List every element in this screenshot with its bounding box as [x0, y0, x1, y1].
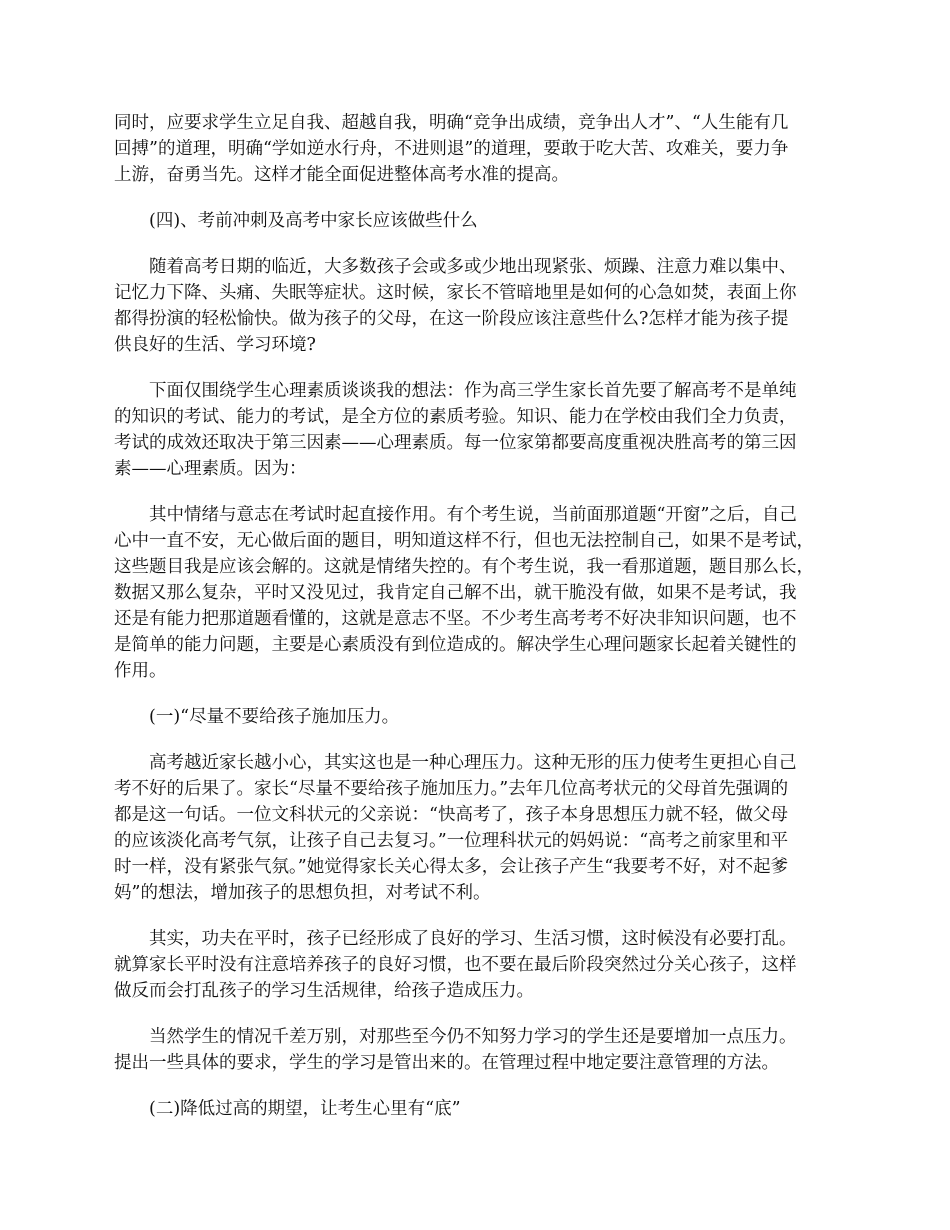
text-line: 考试的成效还取决于第三因素——心理素质。每一位家第都要高度重视决胜高考的第三因: [114, 433, 797, 453]
text-line: 作用。: [114, 661, 167, 681]
text-line: 都得扮演的轻松愉快。做为孩子的父母，在这一阶段应该注意些什么?怎样才能为孩子提: [114, 309, 789, 329]
text-line: (四)、考前冲刺及高考中家长应该做些什么: [149, 211, 478, 231]
paragraph-student-differences: [114, 1024, 844, 1076]
text-line: (二)降低过高的期望，让考生心里有“底”: [149, 1099, 461, 1119]
section-heading-two: [114, 1096, 844, 1122]
text-line: 都是这一句话。一位文科状元的父亲说：“快高考了，孩子本身思想压力就不轻，做父母: [114, 805, 788, 825]
paragraph-competition: [114, 110, 844, 188]
text-line: 考不好的后果了。家长“尽量不要给孩子施加压力。”去年几位高考状元的父母首先强调的: [114, 779, 789, 799]
text-line: 的应该淡化高考气氛，让孩子自己去复习。”一位理科状元的妈妈说：“高考之前家里和平: [114, 831, 789, 851]
paragraph-emotion-will: [114, 502, 844, 684]
text-line: 还是有能力把那道题看懂的，这就是意志不坚。不少考生高考考不好决非知识问题，也不: [114, 609, 797, 629]
document-page: [114, 110, 844, 1142]
section-heading-four: [114, 208, 844, 234]
text-line: 就算家长平时没有注意培养孩子的良好习惯，也不要在最后阶段突然过分关心孩子，这样: [114, 955, 797, 975]
text-line: 数据又那么复杂，平时又没见过，我肯定自己解不出，就干脆没有做，如果不是考试，我: [114, 583, 797, 603]
text-line: 其中情绪与意志在考试时起直接作用。有个考生说，当前面那道题“开窗”之后，自己: [149, 505, 797, 525]
text-line: 记忆力下降、头痛、失眠等症状。这时候，家长不管暗地里是如何的心急如焚，表面上你: [114, 283, 797, 303]
text-line: 当然学生的情况千差万别，对那些至今仍不知努力学习的学生还是要增加一点压力。: [149, 1027, 797, 1047]
text-line: 心中一直不安，无心做后面的题目，明知道这样不行，但也无法控制自己，如果不是考试，: [114, 531, 814, 551]
text-line: 妈”的想法，增加孩子的思想负担，对考试不利。: [114, 883, 491, 903]
text-line: 的知识的考试、能力的考试，是全方位的素质考验。知识、能力在学校由我们全力负责，: [114, 407, 797, 427]
text-line: (一)“尽量不要给孩子施加压力。: [149, 707, 400, 727]
text-line: 做反而会打乱孩子的学习生活规律，给孩子造成压力。: [114, 981, 534, 1001]
text-line: 其实，功夫在平时，孩子已经形成了良好的学习、生活习惯，这时候没有必要打乱。: [149, 929, 797, 949]
paragraph-psychological-quality: [114, 378, 844, 482]
text-line: 是简单的能力问题，主要是心素质没有到位造成的。解决学生心理问题家长起着关键性的: [114, 635, 797, 655]
text-line: 同时，应要求学生立足自我、超越自我，明确“竞争出成绩，竞争出人才”、“人生能有几: [114, 113, 789, 133]
paragraph-exam-approaching: [114, 254, 844, 358]
text-line: 下面仅围绕学生心理素质谈谈我的想法：作为高三学生家长首先要了解高考不是单纯: [149, 381, 797, 401]
section-heading-one: [114, 704, 844, 730]
text-line: 回搏”的道理，明确“学如逆水行舟，不进则退”的道理，要敢于吃大苦、攻难关，要力争: [114, 139, 789, 159]
text-line: 高考越近家长越小心，其实这也是一种心理压力。这种无形的压力使考生更担心自己: [149, 753, 797, 773]
text-line: 供良好的生活、学习环境?: [114, 335, 316, 355]
text-line: 随着高考日期的临近，大多数孩子会或多或少地出现紧张、烦躁、注意力难以集中、: [149, 257, 797, 277]
paragraph-daily-habits: [114, 926, 844, 1004]
text-line: 时一样，没有紧张气氛。”她觉得家长关心得太多，会让孩子产生“我要考不好，对不起爹: [114, 857, 789, 877]
paragraph-no-pressure: [114, 750, 844, 906]
text-line: 上游，奋勇当先。这样才能全面促进整体高考水准的提高。: [114, 165, 569, 185]
text-line: 提出一些具体的要求，学生的学习是管出来的。在管理过程中地定要注意管理的方法。: [114, 1053, 779, 1073]
text-line: 这些题目我是应该会解的。这就是情绪失控的。有个考生说，我一看那道题，题目那么长，: [114, 557, 814, 577]
text-line: 素——心理素质。因为：: [114, 459, 307, 479]
